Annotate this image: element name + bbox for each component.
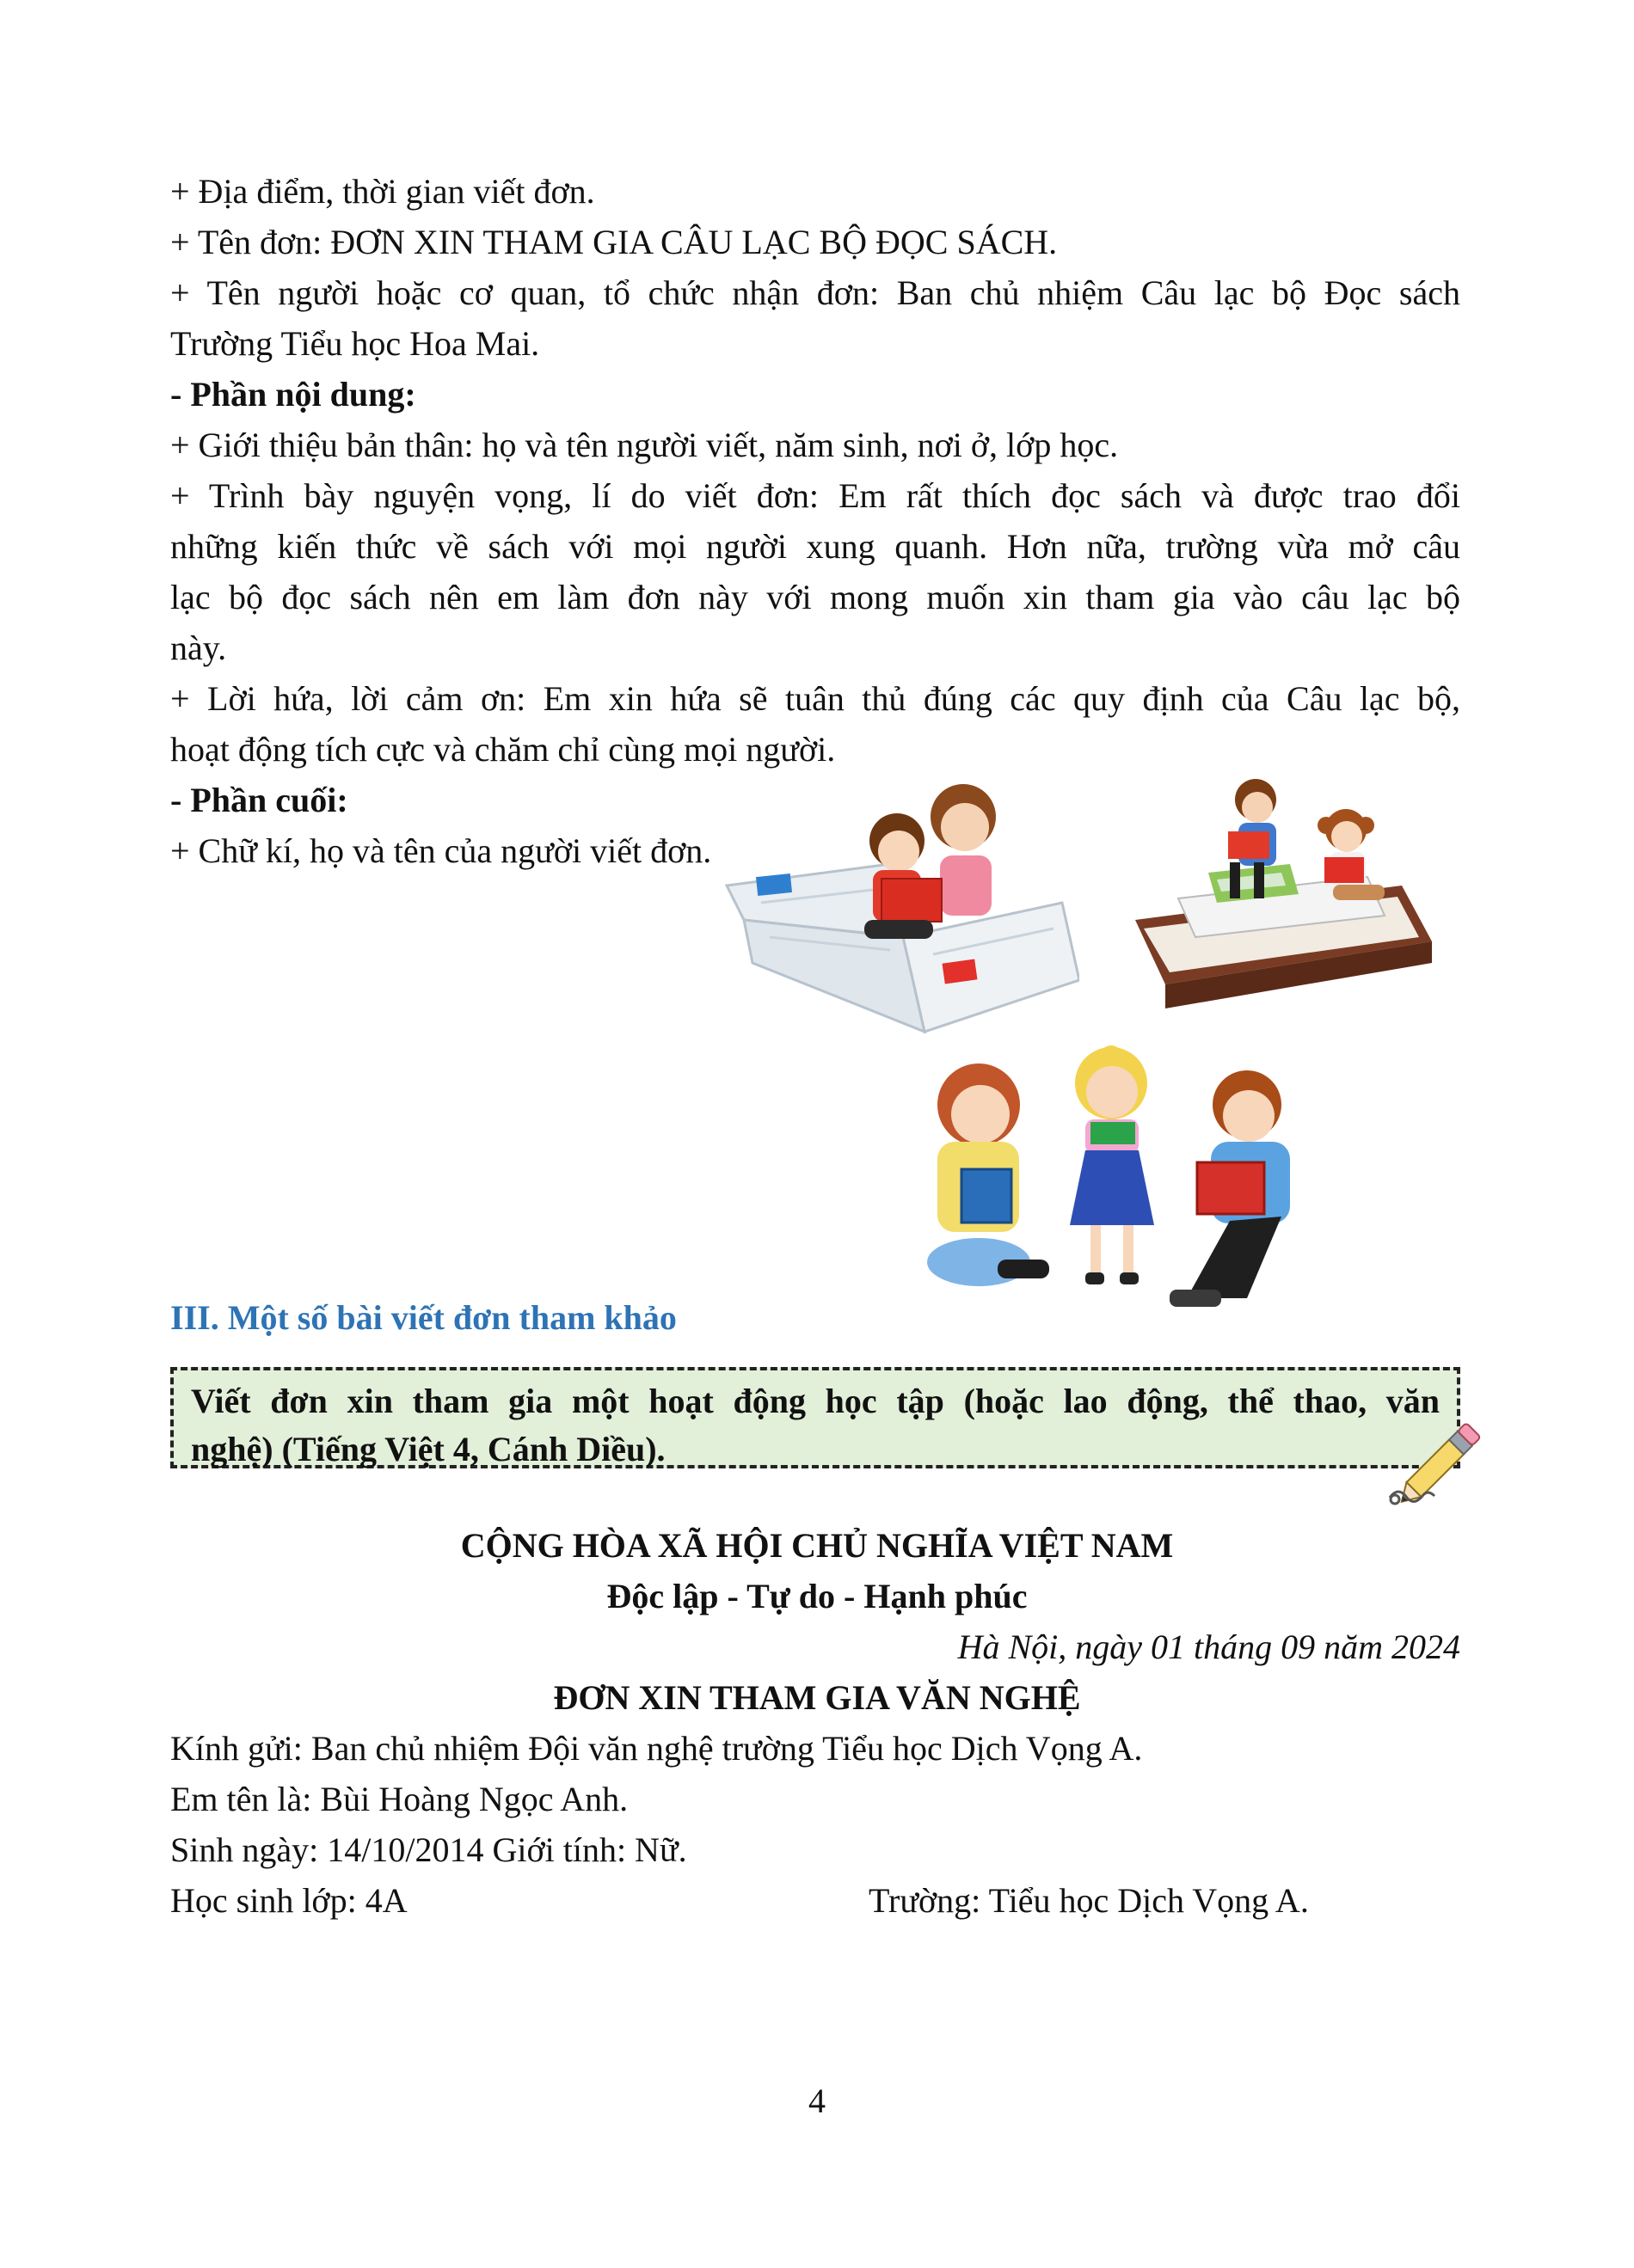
task-line1: Viết đơn xin tham gia một hoạt động học tập (hoặc lao động, thể thao, văn: [191, 1382, 1440, 1420]
national-title: CỘNG HÒA XÃ HỘI CHỦ NGHĨA VIỆT NAM: [460, 1526, 1174, 1565]
task-line2: nghệ) (Tiếng Việt 4, Cánh Diều).: [191, 1430, 666, 1468]
item-recipient-line2: Trường Tiểu học Hoa Mai.: [170, 324, 540, 363]
item-reason-line2: những kiến thức về sách với mọi người xung quanh. Hơn nữa, trường vừa mở câu: [170, 527, 1460, 566]
item-intro: + Giới thiệu bản thân: họ và tên người viết, năm sinh, nơi ở, lớp học.: [170, 426, 1119, 464]
item-promise-line1: + Lời hứa, lời cảm ơn: Em xin hứa sẽ tuân thủ đúng các quy định của Câu lạc bộ,: [170, 679, 1460, 718]
letter-class: Học sinh lớp: 4A: [170, 1881, 408, 1920]
letter-name: Em tên là: Bùi Hoàng Ngọc Anh.: [170, 1780, 629, 1818]
section3-heading: III. Một số bài viết đơn tham khảo: [170, 1298, 677, 1337]
letter-title: ĐƠN XIN THAM GIA VĂN NGHỆ: [553, 1678, 1081, 1717]
section-content-heading: - Phần nội dung:: [170, 375, 416, 414]
letter-dob-gender: Sinh ngày: 14/10/2014 Giới tính: Nữ.: [170, 1830, 687, 1869]
place-date: Hà Nội, ngày 01 tháng 09 năm 2024: [957, 1627, 1460, 1666]
item-promise-line2: hoạt động tích cực và chăm chỉ cùng mọi người.: [170, 730, 836, 769]
item-reason-line3: lạc bộ đọc sách nên em làm đơn này với mong muốn xin tham gia vào câu lạc bộ: [170, 578, 1460, 616]
three-children-icon: [886, 1040, 1342, 1324]
task-text: [191, 1377, 1440, 1474]
item-reason-line1: + Trình bày nguyện vọng, lí do viết đơn: Em rất thích đọc sách và được trao đổi: [170, 476, 1460, 515]
task-box: [170, 1367, 1460, 1468]
page-number: 4: [808, 2081, 826, 2120]
letter-recipient: Kính gửi: Ban chủ nhiệm Đội văn nghệ trường Tiểu học Dịch Vọng A.: [170, 1729, 1143, 1768]
pencil-icon: [1383, 1419, 1495, 1513]
item-reason-line4: này.: [170, 628, 227, 667]
letter-school: Trường: Tiểu học Dịch Vọng A.: [869, 1881, 1309, 1920]
item-title: + Tên đơn: ĐƠN XIN THAM GIA CÂU LẠC BỘ ĐỌC SÁCH.: [170, 223, 1058, 261]
section-end-heading: - Phần cuối:: [170, 781, 348, 819]
motto: Độc lập - Tự do - Hạnh phúc: [606, 1577, 1028, 1615]
children-on-books-icon: [1127, 778, 1445, 1019]
item-recipient-line1: + Tên người hoặc cơ quan, tổ chức nhận đơn: Ban chủ nhiệm Câu lạc bộ Đọc sách: [170, 273, 1460, 312]
children-reading-icon: [718, 774, 1079, 1040]
item-signature: + Chữ kí, họ và tên của người viết đơn.: [170, 831, 712, 870]
item-place-time: + Địa điểm, thời gian viết đơn.: [170, 172, 595, 211]
